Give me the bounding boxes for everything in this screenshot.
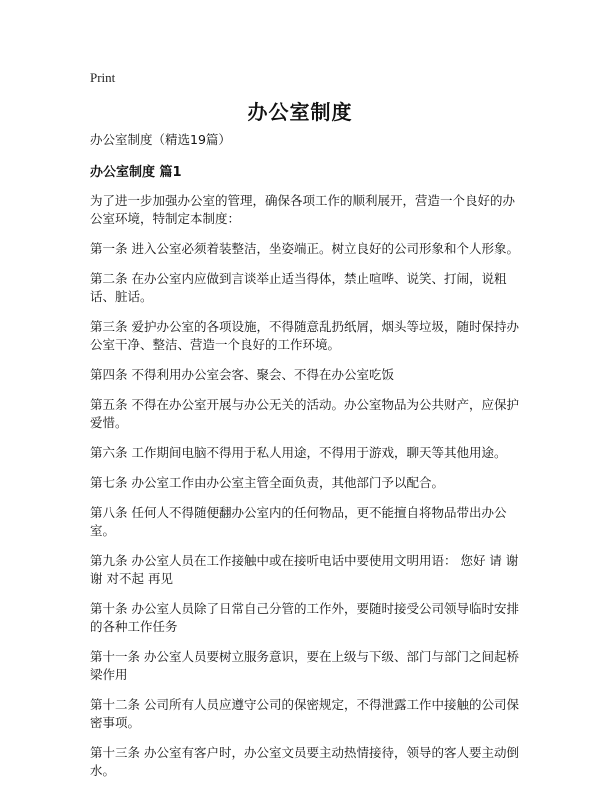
paragraph: 第一条 进入公室必须着装整洁，坐姿端正。树立良好的公司形象和个人形象。 xyxy=(90,241,519,256)
paragraph: 第十一条 办公室人员要树立服务意识，要在上级与下级、部门与部门之间起桥梁作用 xyxy=(90,649,519,682)
paragraph: 第十条 办公室人员除了日常自己分管的工作外，要随时接受公司领导临时安排的各种工作任务 xyxy=(90,601,519,634)
paragraph: 第六条 工作期间电脑不得用于私人用途，不得用于游戏，聊天等其他用途。 xyxy=(90,445,507,460)
document-subtitle: 办公室制度（精选19篇） xyxy=(90,132,231,147)
paragraph: 第三条 爱护办公室的各项设施，不得随意乱扔纸屑，烟头等垃圾，随时保持办公室干净、整洁、营造一个良好的工作环境。 xyxy=(90,319,519,352)
paragraph: 为了进一步加强办公室的管理，确保各项工作的顺利展开，营造一个良好的办公室环境，特制定本制度： xyxy=(90,193,516,226)
paragraph: 第五条 不得在办公室开展与办公无关的活动。办公室物品为公共财产，应保护爱惜。 xyxy=(90,397,519,430)
print-label[interactable]: Print xyxy=(90,70,116,85)
paragraph: 第七条 办公室工作由办公室主管全面负责，其他部门予以配合。 xyxy=(90,475,444,490)
page-title: 办公室制度 xyxy=(247,100,353,124)
document-body xyxy=(90,131,520,792)
paragraph: 第八条 任何人不得随便翻办公室内的任何物品，更不能擅自将物品带出办公室。 xyxy=(90,505,507,538)
paragraph: 第十三条 办公室有客户时，办公室文员要主动热情接待，领导的客人要主动倒水。 xyxy=(90,745,519,778)
paragraph: 第九条 办公室人员在工作接触中或在接听电话中要使用文明用语： 您好 请 谢谢 对不起 再见 xyxy=(90,553,519,586)
paragraph: 第二条 在办公室内应做到言谈举止适当得体，禁止喧哗、说笑、打闹，说粗话、脏话。 xyxy=(90,271,507,304)
paragraph: 第四条 不得利用办公室会客、聚会、不得在办公室吃饭 xyxy=(90,367,394,382)
paragraph: 第十二条 公司所有人员应遵守公司的保密规定，不得泄露工作中接触的公司保密事项。 xyxy=(90,697,519,730)
section-heading: 办公室制度 篇1 xyxy=(90,165,182,180)
